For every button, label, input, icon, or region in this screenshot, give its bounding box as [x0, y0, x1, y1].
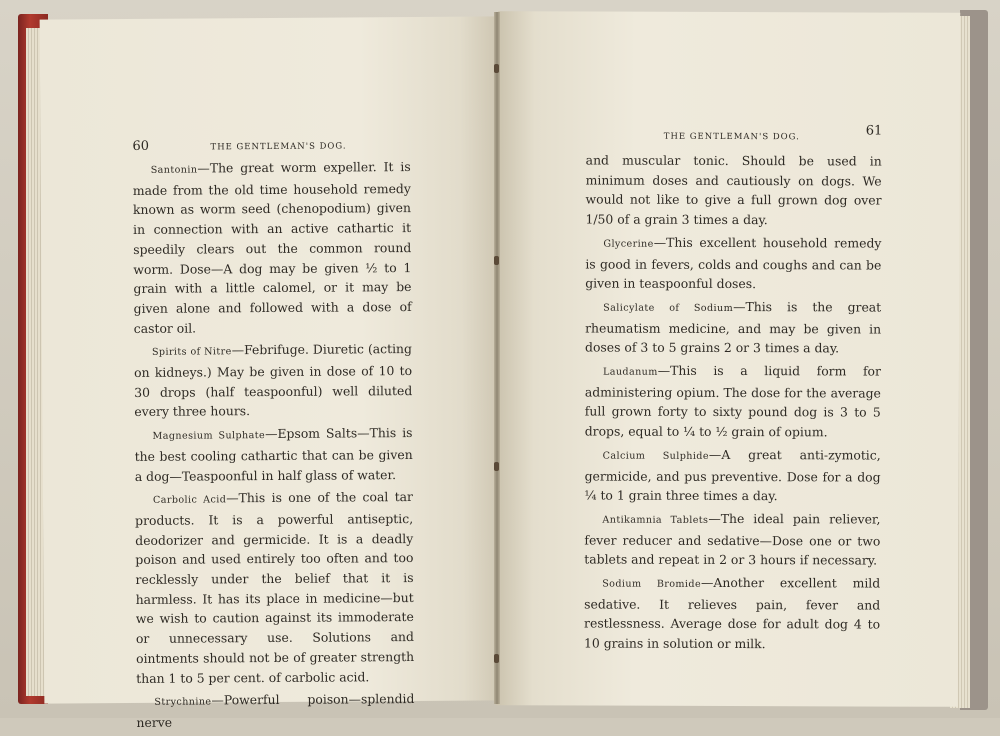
page-text: [133, 157, 415, 736]
left-page: [40, 16, 501, 730]
binding-stitch: [494, 654, 499, 663]
entry-title: Antikamnia Tablets: [602, 514, 709, 526]
entry: [584, 573, 880, 655]
entry-body: —This excellent household remedy is good in fevers, colds and coughs and can be given in teaspoonful doses.: [585, 234, 882, 292]
page-number: 60: [132, 138, 150, 154]
entry: [584, 444, 880, 506]
entry-body: —The great worm expeller. It is made from the old time household remedy known as worm seed (chenopodium) given in connection with an active cathartic it speedily clears out the common round worm. Dose—A dog may be given ½ to 1 grain with a little calomel, or it may be given alone and followed with a dose of castor oil.: [132, 159, 412, 336]
entry-title: Sodium Bromide: [602, 578, 702, 590]
entry: [585, 361, 881, 443]
entry: [135, 487, 414, 688]
binding-stitch: [494, 64, 499, 73]
entry-body: —This is one of the coal tar products. It is a powerful antiseptic, deodorizer and germicide. It is a deadly poison and used entirely too often and too recklessly under the belief that it is harmless. It has its place in medicine—but we wish to caution against its immoderate or unnecessary use. Solutions and ointments should not be of greater strength than 1 to 5 per cent. of carbolic acid.: [135, 489, 415, 686]
entry-body: —Another excellent mild sedative. It relieves pain, fever and restlessness. Average dose for adult dog 4 to 10 grains in solution or milk.: [583, 574, 881, 652]
entry-title: Strychnine: [154, 696, 212, 709]
entry-title: Laudanum: [602, 366, 658, 378]
entry: [585, 296, 881, 358]
running-head: THE GENTLEMAN'S DOG.: [210, 141, 347, 153]
entry-body: —Powerful poison—splendid nerve: [136, 691, 415, 730]
entry-title: Calcium Sulphide: [602, 450, 709, 462]
entry-title: Santonin: [150, 164, 198, 176]
entry: [136, 689, 414, 732]
page-number: 61: [865, 123, 883, 139]
entry-body: —This is the great rheumatism medicine, and may be given in doses of 3 to 5 grains 2 or 3 times a day.: [585, 298, 882, 356]
binding-stitch: [494, 462, 499, 471]
entry-body: —This is a liquid form for administering opium. The dose for the average full grown forty to sixty pound dog is 3 to 5 drops, equal to ¼ to ½ grain of opium.: [584, 362, 881, 440]
entry-title: Magnesium Sulphate: [152, 430, 266, 442]
entry: [134, 423, 412, 486]
page-text: [584, 151, 882, 658]
continuation-paragraph: and muscular tonic. Should be used in minimum doses and cautiously on dogs. We would not like to give a full grown dog over 1/50 of a grain 3 times a day.: [585, 152, 882, 228]
book-gutter: [494, 12, 500, 704]
entry: [585, 232, 881, 294]
entry-title: Spirits of Nitre: [151, 346, 232, 359]
entry: [584, 508, 880, 570]
entry-body: —A great anti-zymotic, germicide, and pus preventive. Dose for a dog ¼ to 1 grain three times a day.: [584, 446, 881, 504]
entry: [133, 157, 412, 338]
entry-body: —The ideal pain reliever, fever reducer and sedative—Dose one or two tablets and repeat in 2 or 3 hours if necessary.: [584, 510, 881, 568]
running-head: THE GENTLEMAN'S DOG.: [663, 131, 800, 143]
entry-title: Glycerine: [603, 238, 654, 250]
entry-body: —Febrifuge. Diuretic (acting on kidneys.) May be given in dose of 10 to 30 drops (half teaspoonful) well diluted every three hours.: [134, 341, 413, 420]
entry-title: Salicylate of Sodium: [603, 302, 734, 314]
right-page: [496, 11, 960, 707]
binding-stitch: [494, 256, 499, 265]
entry-body: —Epsom Salts—This is the best cooling cathartic that can be given a dog—Teaspoonful in half glass of water.: [134, 425, 413, 484]
entry-title: Carbolic Acid: [152, 494, 227, 507]
entry: [134, 339, 413, 422]
